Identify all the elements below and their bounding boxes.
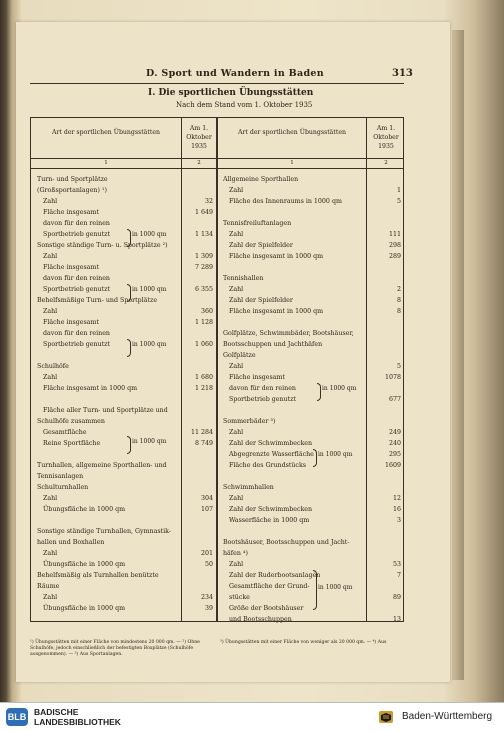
table-row [37, 515, 213, 526]
column-number: 1 [104, 160, 108, 166]
table-row [37, 405, 213, 416]
table-row [37, 592, 213, 603]
table-row [37, 251, 213, 262]
row-label: Schwimmhallen [223, 484, 274, 491]
table-row [37, 504, 213, 515]
row-value: 1078 [384, 374, 401, 381]
center-divider [216, 118, 218, 621]
row-label: davon für den reinen [229, 385, 296, 392]
viewer-footer [0, 702, 504, 731]
table-row [223, 174, 401, 185]
library-name [34, 707, 121, 727]
row-value: 1 [396, 187, 401, 194]
brace [313, 570, 317, 610]
table-row [37, 229, 213, 240]
row-label: Zahl [43, 198, 58, 205]
row-label: Bootsschuppen und Jachthäfen [223, 341, 323, 348]
row-value: 89 [392, 594, 401, 601]
row-label: Übungsfläche in 1000 qm [43, 561, 126, 568]
footnote-right: ³) Übungsstätten mit einer Fläche von weniger als 20 000 qm. — ⁴) Aus [220, 640, 387, 645]
row-label: Tennisanlagen [37, 473, 84, 480]
table-row [37, 438, 213, 449]
table-row [223, 482, 401, 493]
table-row [37, 460, 213, 471]
row-label: Fläche insgesamt in 1000 qm [43, 385, 138, 392]
table-row [37, 207, 213, 218]
row-value: 11 284 [190, 429, 213, 436]
row-value: 201 [200, 550, 213, 557]
row-label: Allgemeine Sporthallen [223, 176, 299, 183]
row-label: Zahl [229, 286, 244, 293]
data-table [30, 117, 404, 622]
table-row [37, 262, 213, 273]
table-row [223, 614, 401, 625]
row-label: Turnhallen, allgemeine Sporthallen- und [37, 462, 167, 469]
table-subtitle: Nach dem Stand vom 1. Oktober 1935 [176, 101, 313, 109]
row-label: davon für den reinen [43, 220, 110, 227]
table-row [37, 196, 213, 207]
row-label: Wasserfläche in 1000 qm [229, 517, 310, 524]
row-label: Tennisfreiluftanlagen [223, 220, 292, 227]
brace-label: in 1000 qm [322, 385, 357, 392]
table-row [37, 218, 213, 229]
table-row [223, 273, 401, 284]
row-label: Schulhöfe zusammen [37, 418, 105, 425]
row-value: 249 [388, 429, 401, 436]
table-row [223, 306, 401, 317]
table-row [37, 537, 213, 548]
row-value: 50 [204, 561, 213, 568]
row-label: Größe der Bootshäuser [229, 605, 304, 612]
table-row [37, 394, 213, 405]
table-row [223, 405, 401, 416]
brace [313, 449, 317, 467]
brace-label: in 1000 qm [132, 286, 167, 293]
library-name-line2: LANDESBIBLIOTHEK [34, 717, 121, 727]
row-label: hallen und Boxhallen [37, 539, 105, 546]
row-label: stücke [229, 594, 250, 601]
table-row [223, 284, 401, 295]
row-label: Sonstige ständige Turnhallen, Gymnastik- [37, 528, 171, 535]
table-row [37, 372, 213, 383]
column-header-date-left: Am 1. Oktober 1935 [186, 125, 212, 150]
row-value: 1 309 [194, 253, 213, 260]
table-row [223, 438, 401, 449]
table-row [223, 559, 401, 570]
row-value: 8 749 [194, 440, 213, 447]
row-value: 7 [396, 572, 401, 579]
table-row [223, 493, 401, 504]
table-row [37, 284, 213, 295]
row-label: Schulturnhallen [37, 484, 89, 491]
table-row [223, 603, 401, 614]
table-row [223, 350, 401, 361]
row-label: Tennishallen [223, 275, 264, 282]
row-value: 53 [392, 561, 401, 568]
row-label: Sommerbäder ³) [223, 418, 276, 425]
row-value: 12 [392, 495, 401, 502]
table-row [37, 526, 213, 537]
row-label: Übungsfläche in 1000 qm [43, 605, 126, 612]
row-value: 5 [396, 363, 401, 370]
footnote-left: ¹) Übungsstätten mit einer Fläche von mindestens 20 000 qm. — ²) Ohne Schulhöfe, jedoch einschließlich der befestigten Boxplätze (Schulhöfe ausgenommen). — ³) Aus Sportanlagen. [30, 640, 200, 657]
row-label: Sonstige ständige Turn- u. Sportplätze ²) [37, 242, 168, 249]
row-value: 298 [388, 242, 401, 249]
table-row [223, 361, 401, 372]
table-row [223, 449, 401, 460]
table-row [37, 581, 213, 592]
row-label: Golfplätze [223, 352, 256, 359]
row-value: 1 128 [194, 319, 213, 326]
row-label: Sportbetrieb genutzt [43, 286, 110, 293]
row-label: Behelfsmäßige Turn- und Sportplätze [37, 297, 158, 304]
row-value: 1 134 [194, 231, 213, 238]
row-label: Gesamtfläche der Grund- [229, 583, 310, 590]
row-label: Zahl [43, 308, 58, 315]
row-label: Zahl [229, 495, 244, 502]
brace-label: in 1000 qm [318, 584, 353, 591]
row-label: Zahl der Spielfelder [229, 242, 293, 249]
table-row [223, 251, 401, 262]
row-label: Zahl [43, 594, 58, 601]
row-label: Gesamtfläche [43, 429, 87, 436]
table-row [37, 350, 213, 361]
table-row [223, 581, 401, 592]
row-value: 1 218 [194, 385, 213, 392]
table-row [37, 306, 213, 317]
row-value: 7 289 [194, 264, 213, 271]
row-value: 295 [388, 451, 401, 458]
row-value: 1 680 [194, 374, 213, 381]
table-row [37, 185, 213, 196]
row-label: Fläche aller Turn- und Sportplätze und [43, 407, 168, 414]
row-value: 289 [388, 253, 401, 260]
column-header-date-right: Am 1. Oktober 1935 [373, 125, 399, 150]
table-row [37, 328, 213, 339]
column-header-kind-right: Art der sportlichen Übungsstätten [237, 129, 346, 136]
brace-label: in 1000 qm [132, 438, 167, 445]
table-row [223, 548, 401, 559]
row-label: Fläche insgesamt [43, 319, 99, 326]
table-row [223, 328, 401, 339]
table-row [37, 570, 213, 581]
table-row [37, 603, 213, 614]
page-edge [452, 30, 464, 680]
row-value: 16 [392, 506, 401, 513]
table-row [223, 471, 401, 482]
table-row [223, 372, 401, 383]
table-row [37, 383, 213, 394]
row-value: 39 [204, 605, 213, 612]
row-value: 32 [204, 198, 213, 205]
table-row [223, 394, 401, 405]
table-row [37, 471, 213, 482]
table-row [223, 515, 401, 526]
brace-label: in 1000 qm [132, 341, 167, 348]
library-name-line1: BADISCHE [34, 707, 79, 717]
table-row [37, 493, 213, 504]
page-number: 313 [392, 68, 413, 79]
row-label: Reine Sportfläche [43, 440, 101, 447]
footnotes [30, 640, 404, 666]
row-label: Zahl [43, 253, 58, 260]
table-row [223, 570, 401, 581]
row-value: 304 [200, 495, 213, 502]
row-label: Zahl der Spielfelder [229, 297, 293, 304]
row-label: Räume [37, 583, 60, 590]
table-row [223, 295, 401, 306]
table-row [37, 174, 213, 185]
table-row [223, 526, 401, 537]
brace [127, 229, 131, 247]
row-label: (Großsportanlagen) ¹) [37, 187, 107, 194]
table-row [37, 240, 213, 251]
row-label: Zahl [43, 374, 58, 381]
row-label: häfen ⁴) [223, 550, 248, 557]
column-header-kind-left: Art der sportlichen Übungsstätten [51, 129, 160, 136]
table-row [37, 339, 213, 350]
table-row [37, 449, 213, 460]
table-row [223, 339, 401, 350]
table-row [37, 482, 213, 493]
table-row [37, 427, 213, 438]
row-label: Zahl [229, 187, 244, 194]
row-value: 111 [388, 231, 401, 238]
table-row [37, 361, 213, 372]
row-label: Zahl der Schwimmbecken [229, 440, 313, 447]
brace [317, 383, 321, 401]
row-label: Behelfsmäßig als Turnhallen benützte [37, 572, 159, 579]
table-row [223, 504, 401, 515]
row-label: Zahl der Schwimmbecken [229, 506, 313, 513]
row-label: Zahl der Ruderbootsanlagen [229, 572, 321, 579]
row-label: Bootshäuser, Bootsschuppen und Jacht- [223, 539, 350, 546]
row-label: Schulhöfe [37, 363, 69, 370]
row-value: 360 [200, 308, 213, 315]
row-value: 8 [396, 308, 401, 315]
column-number: 2 [197, 160, 201, 166]
row-label: Fläche des Grundstücks [229, 462, 307, 469]
header-rule [31, 158, 403, 159]
table-row [223, 185, 401, 196]
table-row [223, 229, 401, 240]
row-label: davon für den reinen [43, 275, 110, 282]
table-row [223, 317, 401, 328]
coat-of-arms-icon [376, 709, 396, 725]
row-value: 13 [392, 616, 401, 623]
row-label: Sportbetrieb genutzt [229, 396, 296, 403]
row-value: 1 649 [194, 209, 213, 216]
row-value: 1609 [384, 462, 401, 469]
table-row [37, 548, 213, 559]
table-row [223, 592, 401, 603]
table-row [223, 218, 401, 229]
brace [127, 436, 131, 454]
row-label: Zahl [43, 495, 58, 502]
table-row [223, 262, 401, 273]
row-label: Fläche insgesamt in 1000 qm [229, 253, 324, 260]
column-number: 2 [384, 160, 388, 166]
row-label: Turn- und Sportplätze [37, 176, 108, 183]
row-value: 3 [396, 517, 401, 524]
row-label: Fläche insgesamt [43, 264, 99, 271]
table-row [37, 273, 213, 284]
row-value: 234 [200, 594, 213, 601]
table-row [223, 460, 401, 471]
row-label: und Bootsschuppen [229, 616, 292, 623]
row-value: 107 [200, 506, 213, 513]
table-row [37, 416, 213, 427]
table-row [223, 207, 401, 218]
row-label: Abgegrenzte Wasserfläche [229, 451, 314, 458]
brace-label: in 1000 qm [132, 231, 167, 238]
table-title: I. Die sportlichen Übungsstätten [148, 88, 314, 98]
table-row [37, 559, 213, 570]
state-name: Baden-Württemberg [402, 711, 493, 722]
table-row [223, 240, 401, 251]
row-value: 1 060 [194, 341, 213, 348]
table-row [37, 295, 213, 306]
blb-logo[interactable]: BLB [6, 708, 28, 726]
row-label: Fläche insgesamt [43, 209, 99, 216]
row-label: Zahl [229, 231, 244, 238]
row-value: 240 [388, 440, 401, 447]
table-row [223, 537, 401, 548]
table-row [223, 416, 401, 427]
row-label: Zahl [229, 429, 244, 436]
column-number: 1 [290, 160, 294, 166]
table-row [37, 317, 213, 328]
header-rule [30, 83, 404, 84]
table-row [223, 196, 401, 207]
row-value: 2 [396, 286, 401, 293]
row-value: 677 [388, 396, 401, 403]
number-row-rule [31, 168, 403, 169]
row-label: Fläche des Innenraums in 1000 qm [229, 198, 342, 205]
row-label: Zahl [229, 363, 244, 370]
row-value: 5 [396, 198, 401, 205]
section-heading: D. Sport und Wandern in Baden [146, 68, 324, 79]
row-value: 8 [396, 297, 401, 304]
row-label: davon für den reinen [43, 330, 110, 337]
brace [127, 284, 131, 302]
row-label: Zahl [229, 561, 244, 568]
table-row [223, 383, 401, 394]
row-label: Golfplätze, Schwimmbäder, Bootshäuser, [223, 330, 354, 337]
brace-label: in 1000 qm [318, 451, 353, 458]
row-label: Sportbetrieb genutzt [43, 341, 110, 348]
row-label: Fläche insgesamt in 1000 qm [229, 308, 324, 315]
row-label: Sportbetrieb genutzt [43, 231, 110, 238]
table-row [223, 427, 401, 438]
row-label: Fläche insgesamt [229, 374, 285, 381]
row-label: Zahl [43, 550, 58, 557]
row-value: 6 355 [194, 286, 213, 293]
brace [127, 339, 131, 357]
row-label: Übungsfläche in 1000 qm [43, 506, 126, 513]
